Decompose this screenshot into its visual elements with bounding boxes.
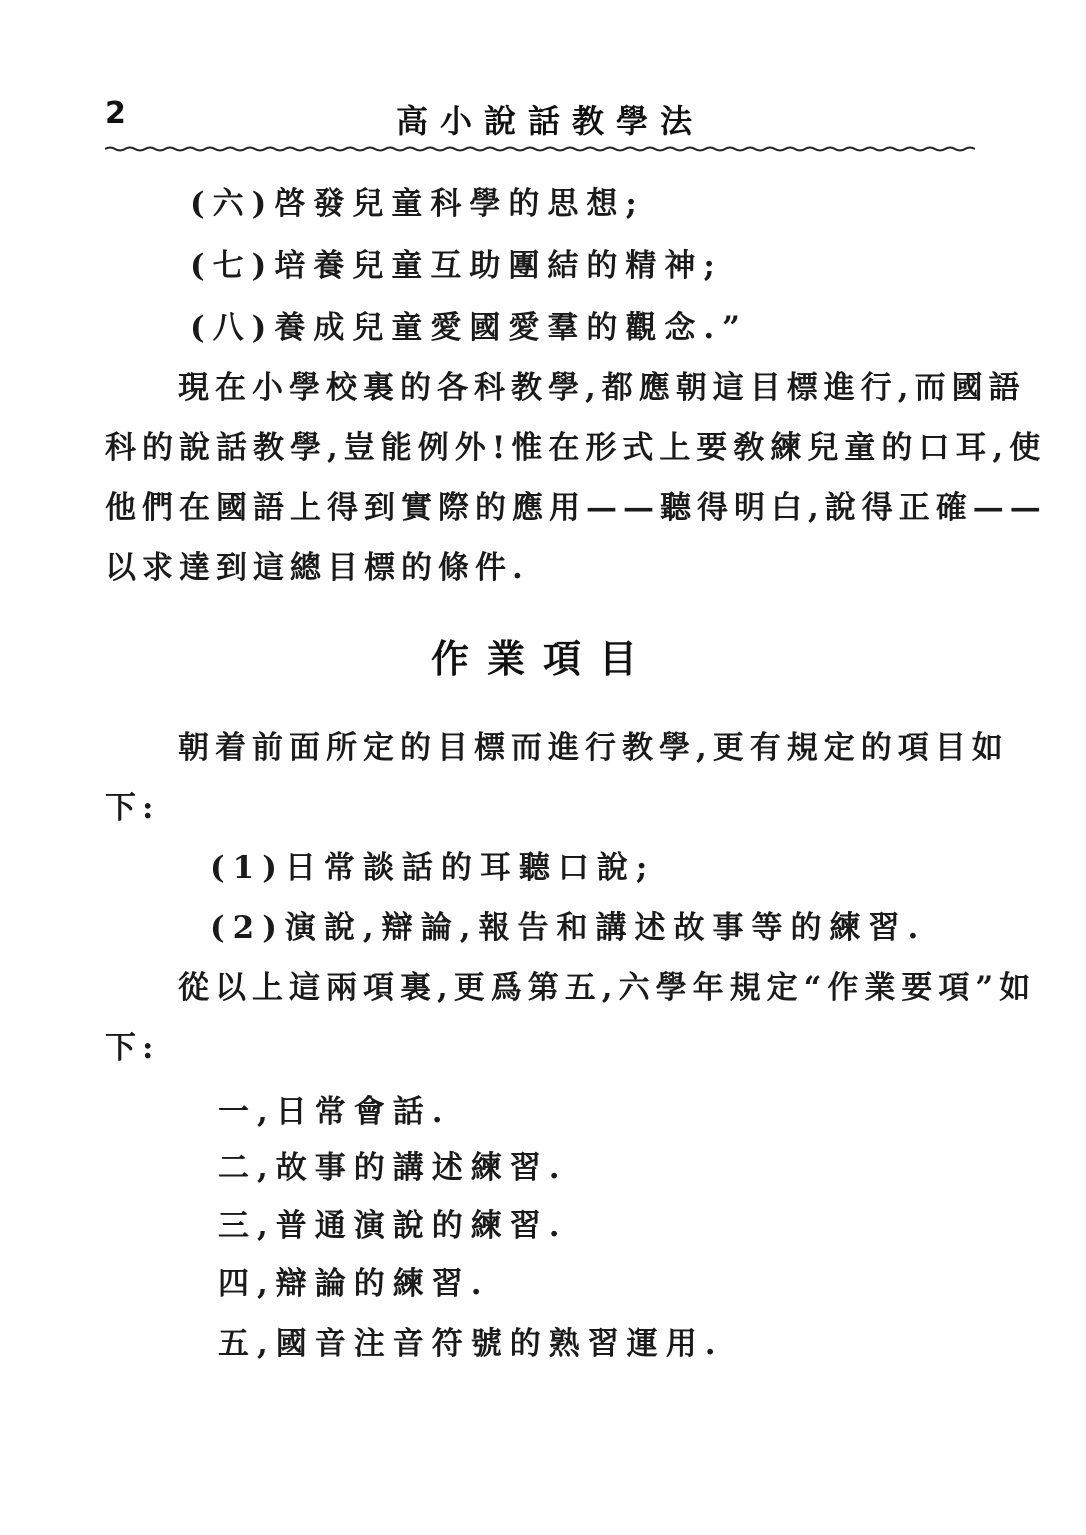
goal-line: (七)培養兒童互助團結的精神; — [190, 248, 723, 284]
paragraph-line: 朝着前面所定的目標而進行教學,更有規定的項目如 — [178, 730, 1009, 766]
point-line: 一,日常會話. — [218, 1094, 451, 1130]
header-rule — [105, 146, 975, 152]
paragraph-line: 他們在國語上得到實際的應用——聽得明白,說得正確—— — [105, 490, 1047, 526]
paragraph-line: 下: — [105, 790, 160, 826]
page-number: 2 — [105, 96, 126, 131]
item-line: (2)演說,辯論,報告和講述故事等的練習. — [210, 910, 927, 946]
paragraph-line: 從以上這兩項裏,更爲第五,六學年規定“作業要項”如 — [178, 970, 1037, 1006]
page-header — [105, 96, 975, 146]
section-heading: 作業項目 — [430, 636, 655, 681]
point-line: 四,辯論的練習. — [218, 1266, 490, 1302]
paragraph-line: 科的說話教學,豈能例外!惟在形式上要敎練兒童的口耳,使 — [105, 430, 1047, 466]
point-line: 五,國音注音符號的熟習運用. — [218, 1326, 724, 1362]
running-title: 高小說話教學法 — [395, 102, 704, 140]
point-line: 三,普通演說的練習. — [218, 1208, 568, 1244]
paragraph-line: 以求達到這總目標的條件. — [105, 550, 529, 586]
item-line: (1)日常談話的耳聽口說; — [210, 850, 656, 886]
paragraph-line: 下: — [105, 1030, 160, 1066]
goal-line: (六)啓發兒童科學的思想; — [190, 186, 645, 222]
paragraph-line: 現在小學校裏的各科教學,都應朝這目標進行,而國語 — [178, 370, 1026, 406]
point-line: 二,故事的講述練習. — [218, 1150, 568, 1186]
goal-line: (八)養成兒童愛國愛羣的觀念.” — [190, 310, 748, 346]
